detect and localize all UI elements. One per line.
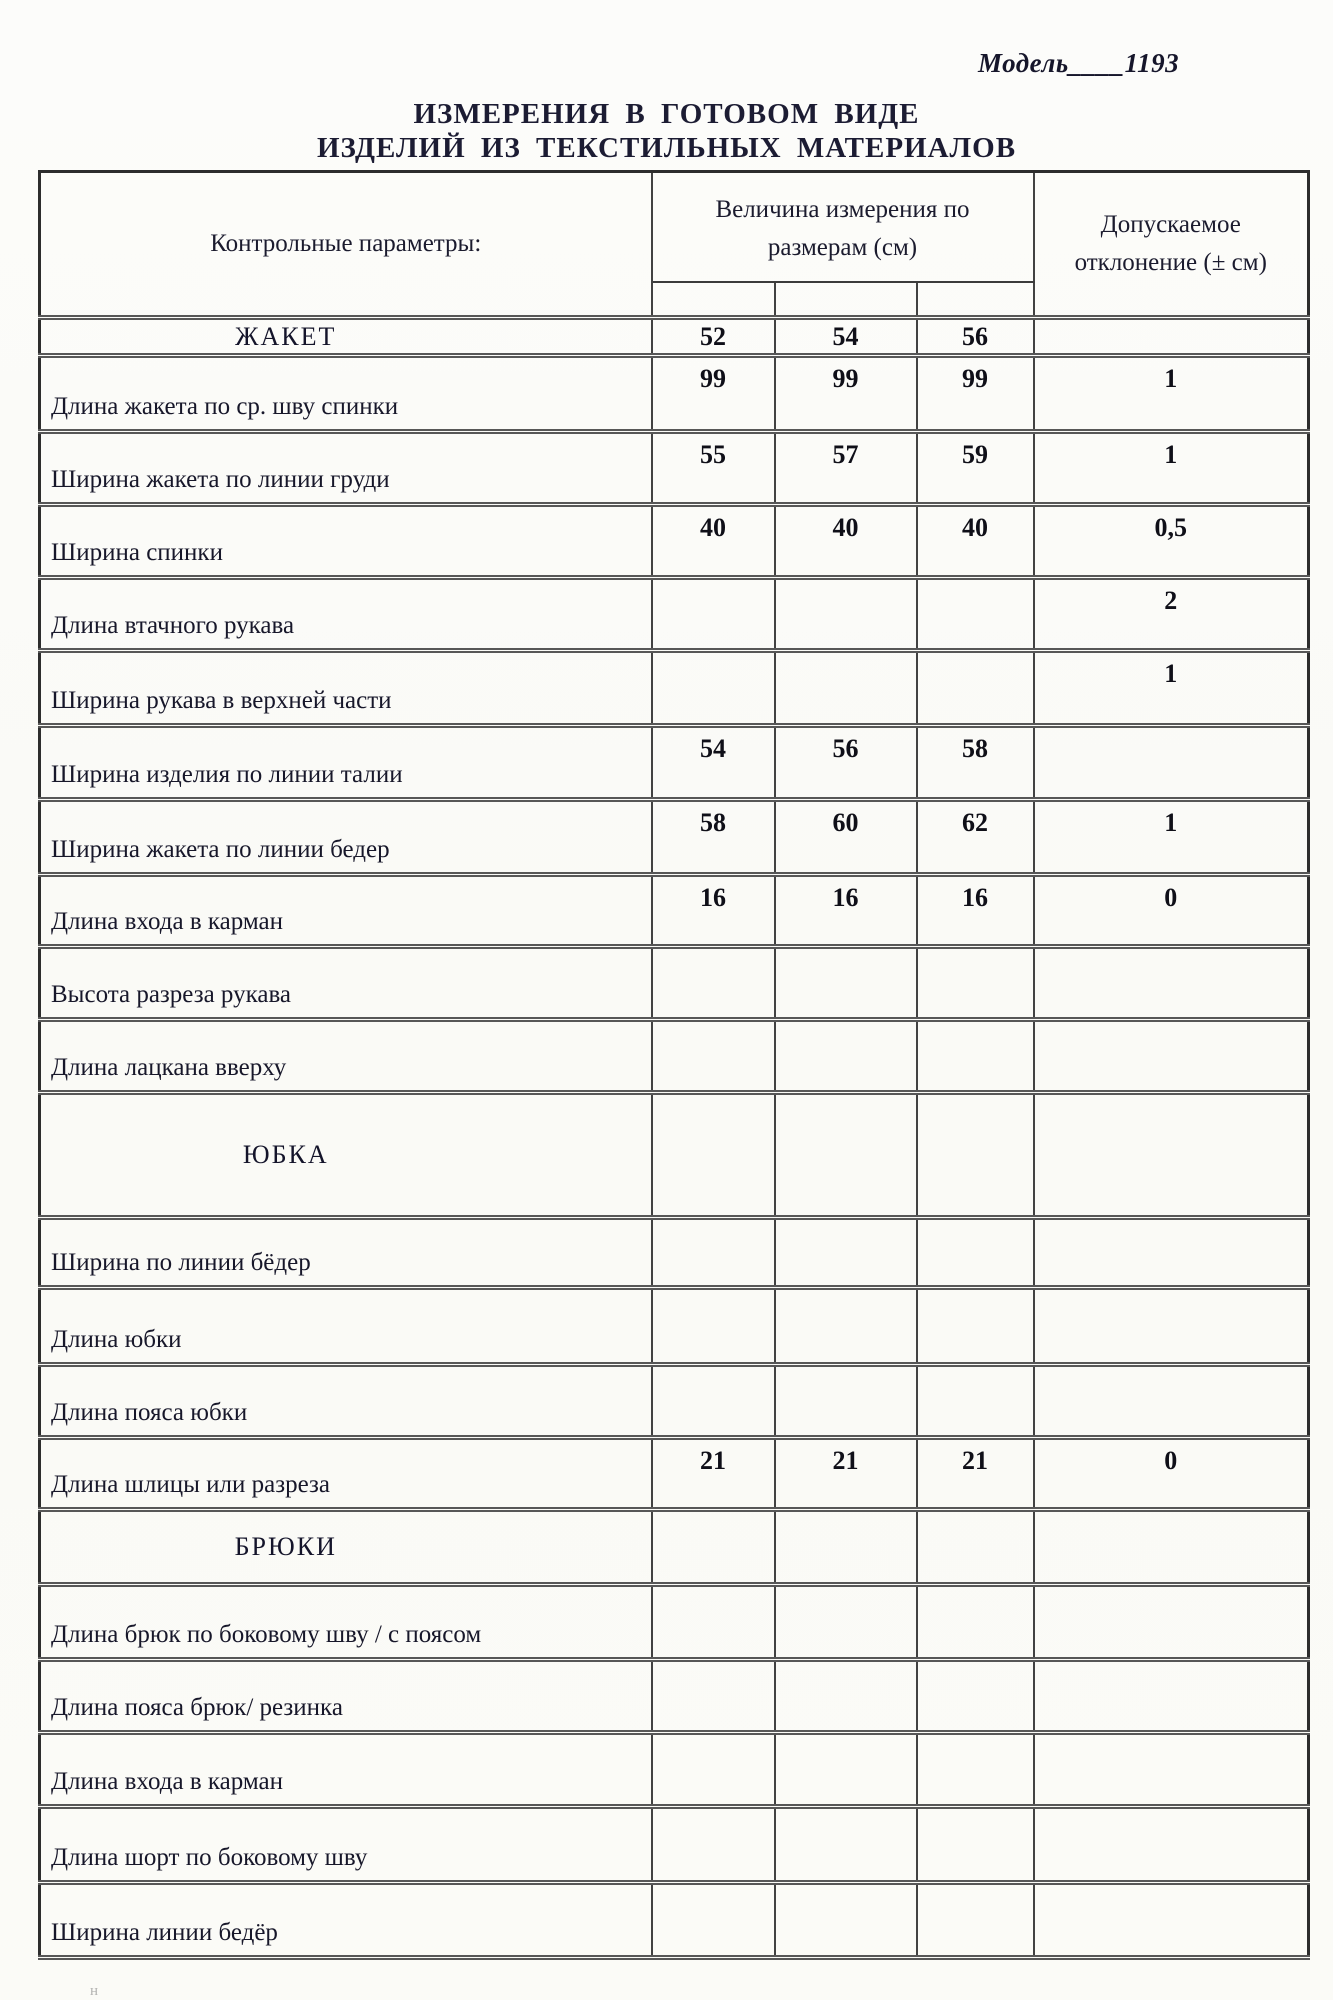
size-value [775, 651, 917, 726]
size-value [917, 578, 1034, 651]
deviation-value [1034, 947, 1309, 1020]
param-label: Длина шлицы или разреза [40, 1438, 652, 1510]
param-label: Ширина изделия по линии талии [40, 726, 652, 800]
deviation-value [1034, 1218, 1309, 1288]
size-value [652, 651, 775, 726]
size-value [775, 1510, 917, 1585]
size-value [917, 1660, 1034, 1733]
table-row [40, 1288, 1309, 1365]
size-value: 40 [917, 505, 1034, 578]
header-allowed-deviation: Допускаемое отклонение (± см) [1034, 172, 1309, 318]
size-subheader-cell [917, 282, 1034, 318]
param-label: Длина жакета по ср. шву спинки [40, 356, 652, 432]
size-value [775, 1093, 917, 1218]
size-value [917, 947, 1034, 1020]
size-value [917, 1093, 1034, 1218]
size-value: 58 [917, 726, 1034, 800]
param-label: Длина входа в карман [40, 875, 652, 947]
header-measurement-by-size: Величина измерения по размерам (см) [652, 172, 1034, 282]
size-value: 16 [652, 875, 775, 947]
deviation-value [1034, 1883, 1309, 1958]
deviation-value [1034, 1288, 1309, 1365]
size-value [652, 1585, 775, 1660]
size-value [775, 947, 917, 1020]
deviation-value [1034, 318, 1309, 356]
size-value: 55 [652, 432, 775, 505]
section-label: ЮБКА [40, 1093, 652, 1218]
table-row [40, 1883, 1309, 1958]
param-label: Высота разреза рукава [40, 947, 652, 1020]
size-value [652, 578, 775, 651]
param-label: Ширина линии бедёр [40, 1883, 652, 1958]
size-value [652, 1733, 775, 1807]
deviation-value: 1 [1034, 432, 1309, 505]
table-row [40, 432, 1309, 505]
deviation-value [1034, 1510, 1309, 1585]
param-label: Длина втачного рукава [40, 578, 652, 651]
size-value: 21 [775, 1438, 917, 1510]
size-value: 62 [917, 800, 1034, 875]
size-value [775, 578, 917, 651]
table-row [40, 1733, 1309, 1807]
table-row [40, 651, 1309, 726]
size-value [652, 1218, 775, 1288]
size-value: 99 [775, 356, 917, 432]
deviation-value [1034, 1365, 1309, 1438]
size-value [652, 1020, 775, 1093]
model-number: Модель____1193 [978, 48, 1180, 78]
section-label: ЖАКЕТ [40, 318, 652, 356]
size-value [917, 651, 1034, 726]
size-value: 56 [775, 726, 917, 800]
deviation-value: 1 [1034, 800, 1309, 875]
table-row [40, 1585, 1309, 1660]
section-row-skirt [40, 1093, 1309, 1218]
size-value [917, 1733, 1034, 1807]
param-label: Ширина жакета по линии груди [40, 432, 652, 505]
size-value [917, 1365, 1034, 1438]
title-line-1: ИЗМЕРЕНИЯ В ГОТОВОМ ВИДЕ [413, 98, 920, 130]
size-value: 21 [917, 1438, 1034, 1510]
size-value: 58 [652, 800, 775, 875]
table-row [40, 578, 1309, 651]
deviation-value [1034, 1807, 1309, 1883]
header-row [40, 172, 1309, 282]
size-value [775, 1365, 917, 1438]
section-row-jacket [40, 318, 1309, 356]
size-value [652, 1660, 775, 1733]
stray-scan-mark: н [90, 1983, 101, 1999]
size-value [652, 1093, 775, 1218]
table-row [40, 1365, 1309, 1438]
param-label: Длина пояса юбки [40, 1365, 652, 1438]
deviation-value [1034, 726, 1309, 800]
size-value: 57 [775, 432, 917, 505]
size-value [917, 1807, 1034, 1883]
table-row [40, 1218, 1309, 1288]
table-row [40, 800, 1309, 875]
size-value [775, 1733, 917, 1807]
size-value: 54 [775, 318, 917, 356]
size-value [652, 1883, 775, 1958]
size-value [917, 1883, 1034, 1958]
table-row [40, 505, 1309, 578]
table-row [40, 1020, 1309, 1093]
size-subheader-cell [652, 282, 775, 318]
document-title [0, 97, 1333, 165]
size-value: 54 [652, 726, 775, 800]
param-label: Длина брюк по боковому шву / с поясом [40, 1585, 652, 1660]
deviation-value: 0,5 [1034, 505, 1309, 578]
size-value [652, 1288, 775, 1365]
size-value [917, 1020, 1034, 1093]
size-value [917, 1218, 1034, 1288]
size-value [652, 1807, 775, 1883]
param-label: Ширина жакета по линии бедер [40, 800, 652, 875]
param-label: Длина лацкана вверху [40, 1020, 652, 1093]
param-label: Длина юбки [40, 1288, 652, 1365]
size-value: 40 [652, 505, 775, 578]
size-value [775, 1288, 917, 1365]
size-value: 52 [652, 318, 775, 356]
deviation-value: 1 [1034, 651, 1309, 726]
table-row [40, 1807, 1309, 1883]
size-value [917, 1585, 1034, 1660]
size-value [917, 1510, 1034, 1585]
size-subheader-cell [775, 282, 917, 318]
table-row [40, 726, 1309, 800]
size-value: 16 [775, 875, 917, 947]
deviation-value: 2 [1034, 578, 1309, 651]
size-value: 59 [917, 432, 1034, 505]
table-row [40, 947, 1309, 1020]
size-value [917, 1288, 1034, 1365]
table-row [40, 356, 1309, 432]
deviation-value [1034, 1585, 1309, 1660]
deviation-value [1034, 1020, 1309, 1093]
deviation-value [1034, 1660, 1309, 1733]
section-label: БРЮКИ [40, 1510, 652, 1585]
size-value: 21 [652, 1438, 775, 1510]
section-row-trousers [40, 1510, 1309, 1585]
size-value [775, 1218, 917, 1288]
deviation-value [1034, 1733, 1309, 1807]
size-value: 99 [917, 356, 1034, 432]
size-value: 99 [652, 356, 775, 432]
size-value: 16 [917, 875, 1034, 947]
param-label: Длина входа в карман [40, 1733, 652, 1807]
size-value: 60 [775, 800, 917, 875]
size-value: 40 [775, 505, 917, 578]
size-value: 56 [917, 318, 1034, 356]
title-line-2: ИЗДЕЛИЙ ИЗ ТЕКСТИЛЬНЫХ МАТЕРИАЛОВ [316, 132, 1017, 164]
size-value [652, 1510, 775, 1585]
deviation-value [1034, 1093, 1309, 1218]
size-value [652, 947, 775, 1020]
size-value [775, 1585, 917, 1660]
deviation-value: 0 [1034, 875, 1309, 947]
size-value [775, 1807, 917, 1883]
param-label: Ширина по линии бёдер [40, 1218, 652, 1288]
deviation-value: 0 [1034, 1438, 1309, 1510]
size-value [775, 1660, 917, 1733]
param-label: Длина шорт по боковому шву [40, 1807, 652, 1883]
size-value [775, 1020, 917, 1093]
header-control-parameters: Контрольные параметры: [40, 172, 652, 318]
size-value [775, 1883, 917, 1958]
table-row [40, 1660, 1309, 1733]
deviation-value: 1 [1034, 356, 1309, 432]
size-value [652, 1365, 775, 1438]
table-row [40, 875, 1309, 947]
param-label: Длина пояса брюк/ резинка [40, 1660, 652, 1733]
measurements-table [38, 170, 1310, 1960]
param-label: Ширина спинки [40, 505, 652, 578]
table-row [40, 1438, 1309, 1510]
param-label: Ширина рукава в верхней части [40, 651, 652, 726]
